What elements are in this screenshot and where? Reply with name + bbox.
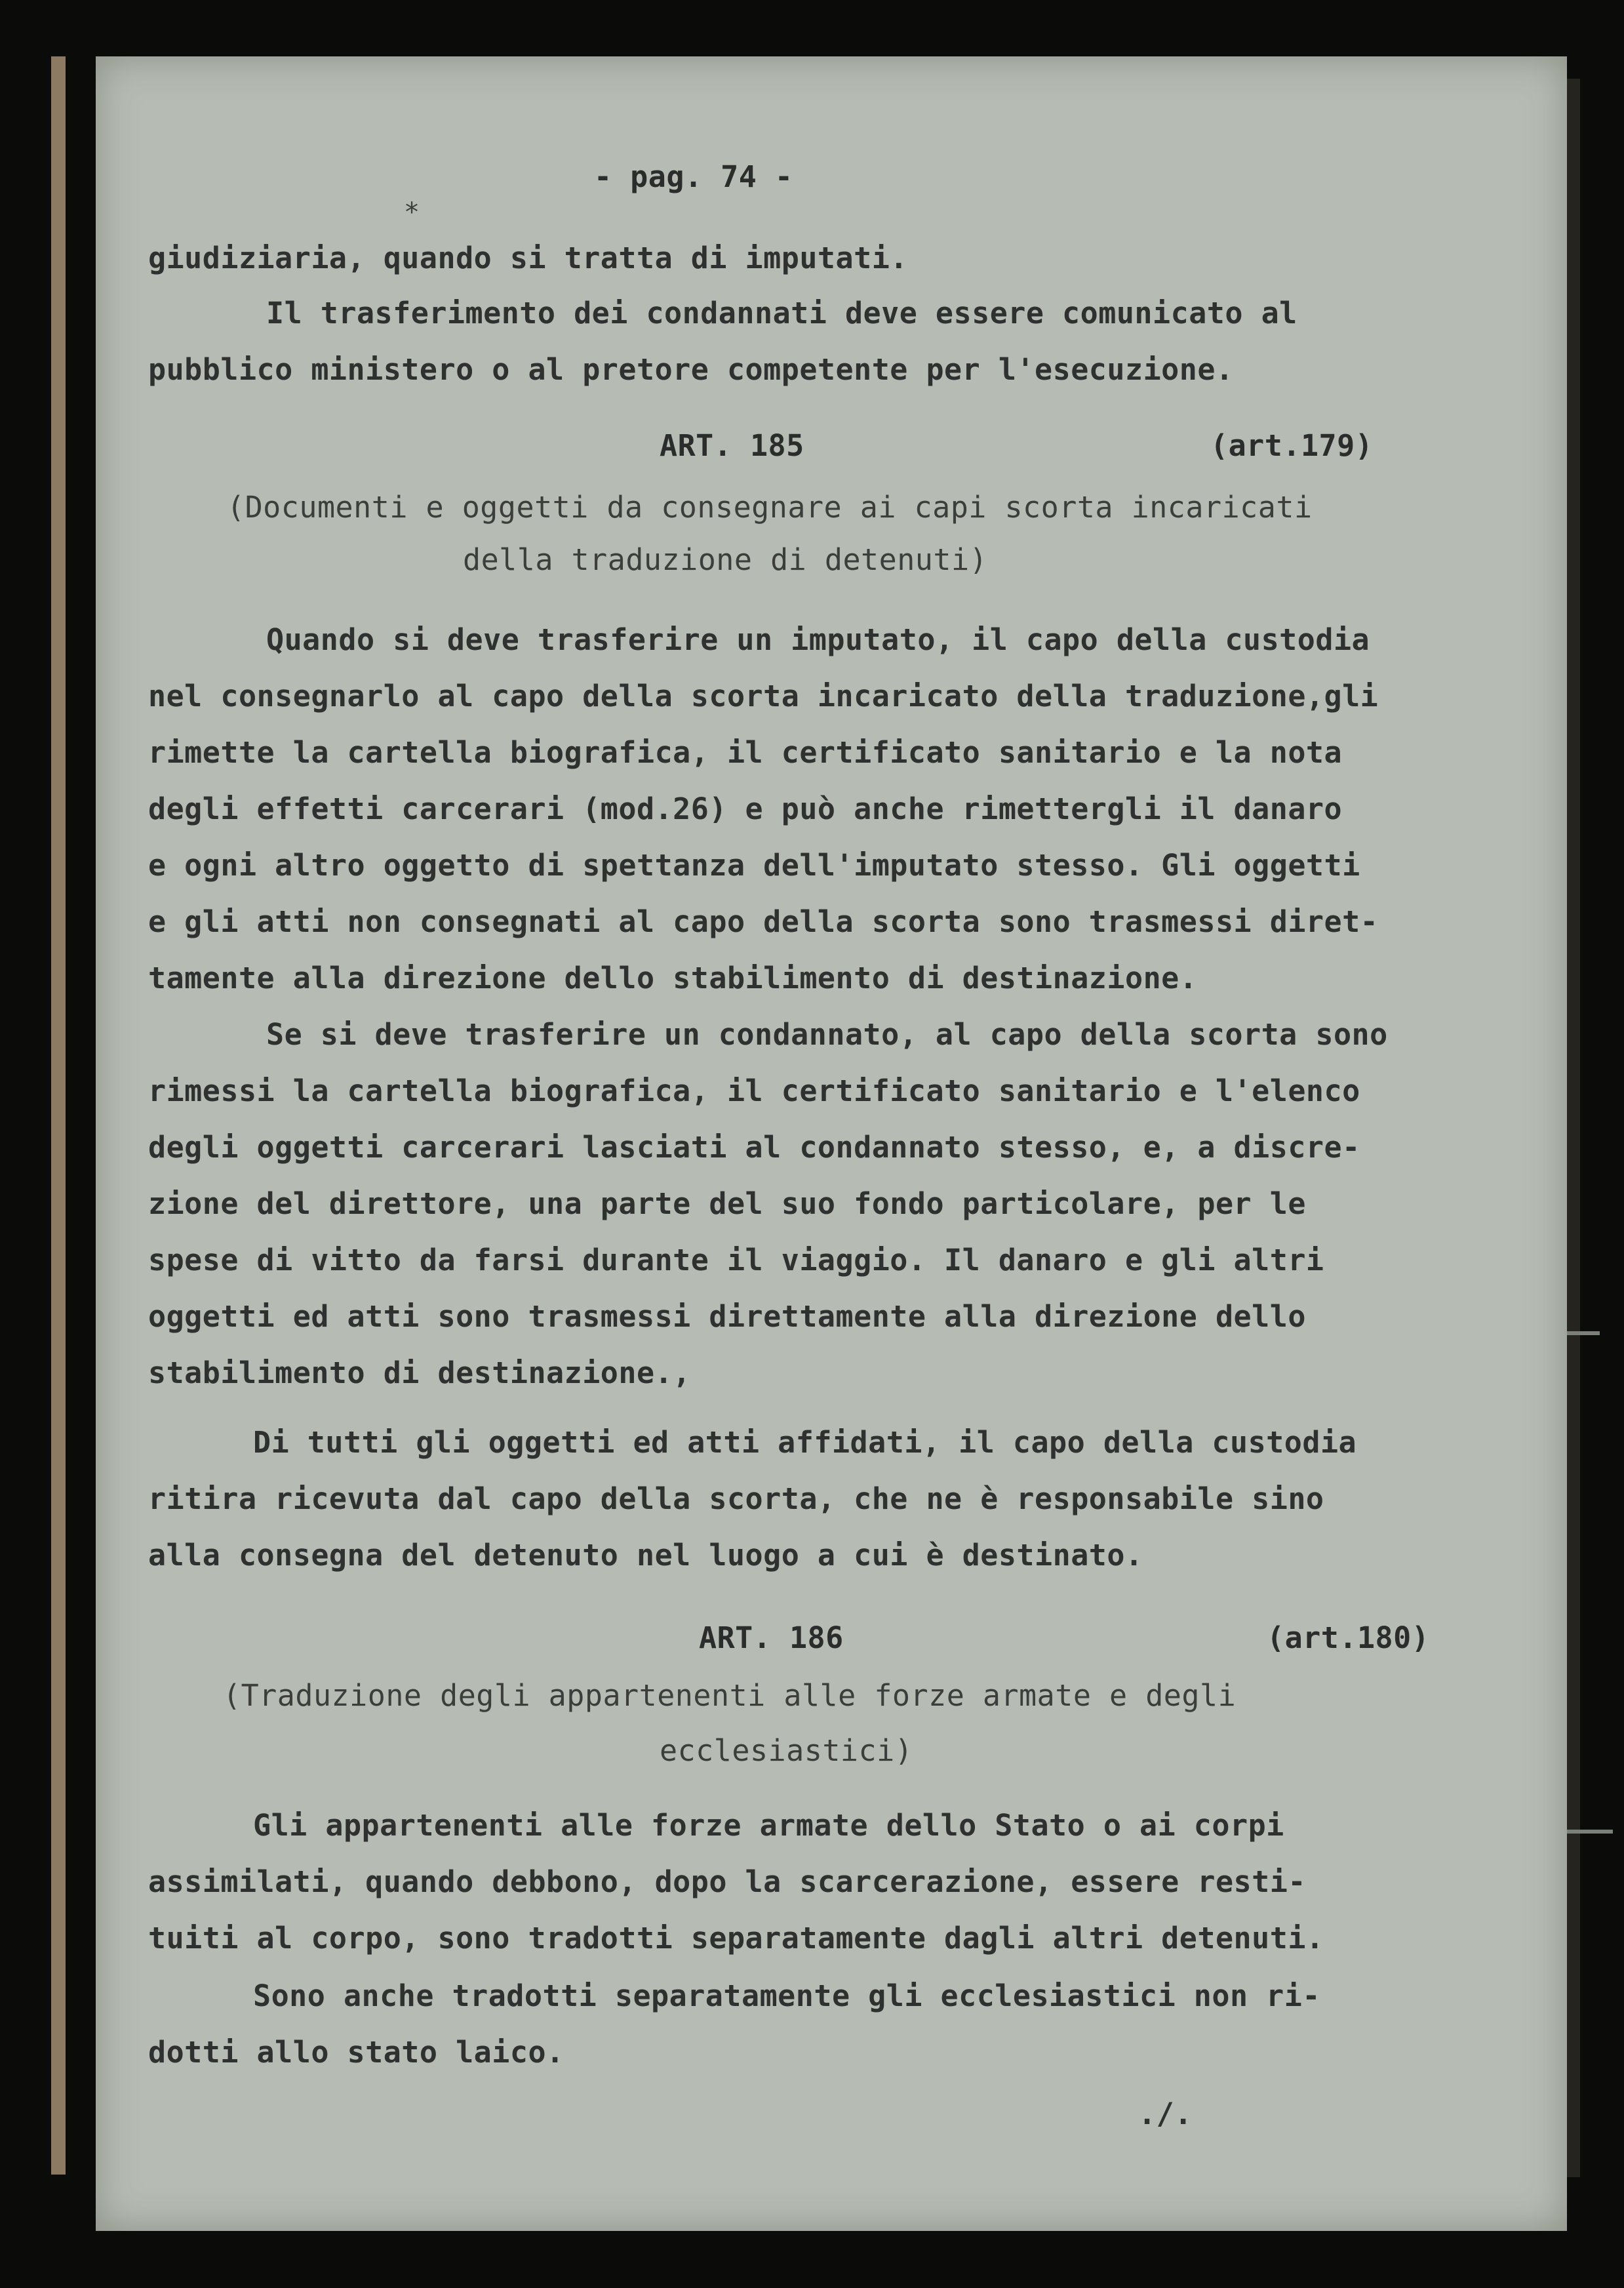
page-header: - pag. 74 -: [594, 159, 793, 194]
text-line: assimilati, quando debbono, dopo la scarcerazione, essere resti-: [148, 1864, 1306, 1899]
text-line: degli oggetti carcerari lasciati al condannato stesso, e, a discre-: [148, 1130, 1360, 1165]
article-185-title: della traduzione di detenuti): [463, 542, 988, 577]
binding-strip: [51, 56, 66, 2175]
document-page: [96, 56, 1567, 2231]
text-line: e gli atti non consegnati al capo della scorta sono trasmessi diret-: [148, 904, 1379, 939]
article-185-title: (Documenti e oggetti da consegnare ai capi scorta incaricati: [227, 490, 1313, 525]
text-line: spese di vitto da farsi durante il viaggio. Il danaro e gli altri: [148, 1243, 1324, 1277]
article-186-heading: ART. 186: [699, 1620, 844, 1655]
text-line: oggetti ed atti sono trasmessi direttamente alla direzione dello: [148, 1299, 1306, 1334]
article-186-title: ecclesiastici): [660, 1733, 913, 1768]
text-line: pubblico ministero o al pretore competente per l'esecuzione.: [148, 352, 1234, 387]
text-line: giudiziaria, quando si tratta di imputati.: [148, 241, 908, 275]
text-line: dotti allo stato laico.: [148, 2035, 564, 2070]
continuation-mark: ./.: [1138, 2097, 1193, 2131]
article-186-reference: (art.180): [1267, 1620, 1430, 1655]
text-line: tamente alla direzione dello stabilimento di destinazione.: [148, 961, 1198, 995]
article-186-title: (Traduzione degli appartenenti alle forze armate e degli: [223, 1678, 1237, 1713]
text-line: e ogni altro oggetto di spettanza dell'imputato stesso. Gli oggetti: [148, 848, 1360, 883]
text-line: Gli appartenenti alle forze armate dello Stato o ai corpi: [253, 1808, 1284, 1843]
text-line: alla consegna del detenuto nel luogo a cui è destinato.: [148, 1538, 1143, 1573]
text-line: zione del direttore, una parte del suo fondo particolare, per le: [148, 1186, 1306, 1221]
text-line: Il trasferimento dei condannati deve essere comunicato al: [266, 296, 1297, 331]
text-line: tuiti al corpo, sono tradotti separatamente dagli altri detenuti.: [148, 1921, 1324, 1956]
text-line: Di tutti gli oggetti ed atti affidati, il capo della custodia: [253, 1425, 1357, 1460]
article-185-heading: ART. 185: [660, 428, 804, 463]
stray-mark: *: [404, 197, 420, 228]
text-line: ritira ricevuta dal capo della scorta, che ne è responsabile sino: [148, 1481, 1324, 1516]
text-line: Quando si deve trasferire un imputato, il capo della custodia: [266, 622, 1370, 657]
text-line: stabilimento di destinazione.,: [148, 1355, 691, 1390]
text-line: degli effetti carcerari (mod.26) e può anche rimettergli il danaro: [148, 792, 1343, 826]
text-line: rimette la cartella biografica, il certificato sanitario e la nota: [148, 735, 1343, 770]
text-line: Sono anche tradotti separatamente gli ecclesiastici non ri-: [253, 1978, 1320, 2013]
page-edge-shadow: [1567, 79, 1580, 2177]
text-line: nel consegnarlo al capo della scorta incaricato della traduzione,gli: [148, 679, 1379, 713]
article-185-reference: (art.179): [1210, 428, 1374, 463]
text-line: Se si deve trasferire un condannato, al capo della scorta sono: [266, 1017, 1388, 1052]
text-line: rimessi la cartella biografica, il certificato sanitario e l'elenco: [148, 1074, 1360, 1108]
